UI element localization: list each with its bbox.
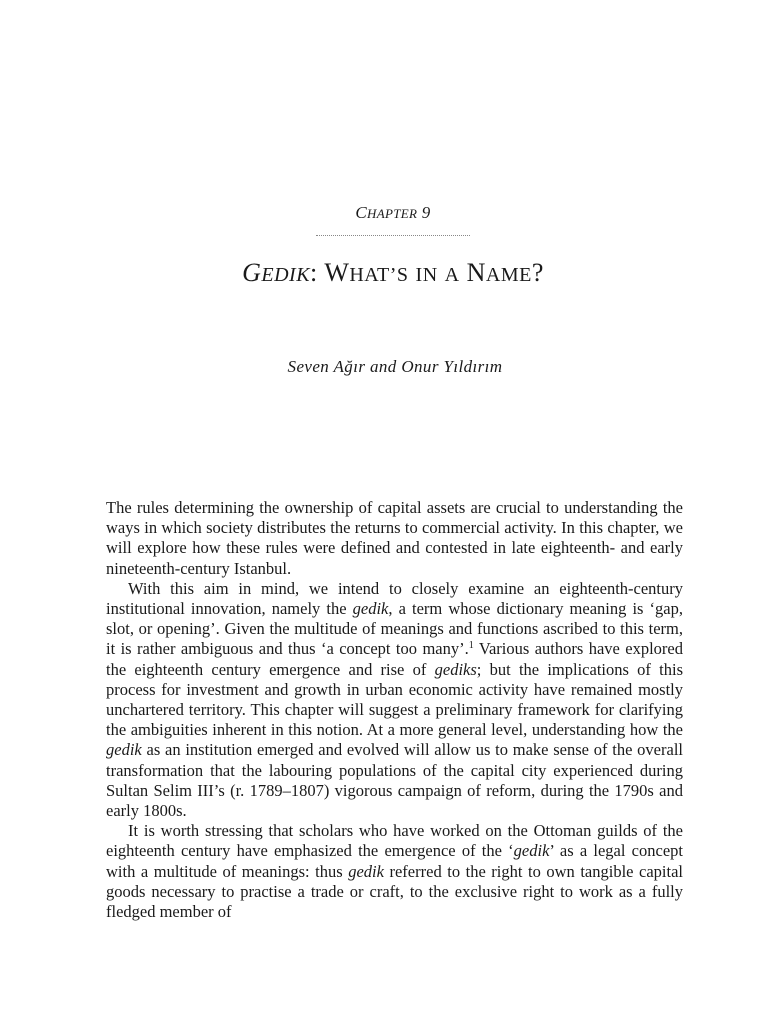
body-text [106,498,683,922]
title-what-rest: HAT [349,264,390,286]
title-a: A [444,264,460,286]
title-apostrophe-s: ’S [389,264,409,286]
paragraph-2-text-c: Various authors have explored the eighteenth century emergence and rise of [106,639,684,679]
term-gedik: gedik [106,740,142,760]
title-gedik-rest: EDIK [261,264,311,286]
paragraph-2-text-a: With this aim in mind, we intend to closely examine an eighteenth-century institutional innovation, namely the [106,578,683,619]
title-gedik-initial: G [242,258,262,287]
footnote-marker[interactable]: 1 [468,640,474,652]
paragraph-2-text-e: as an institution emerged and evolved will allow us to make sense of the overall transformation that the labouring populations of the capital city experienced during Sultan Selim III’s (r. 1789–1807) vigorous campaign of reform, during the 1790s and early 1800s. [106,740,683,821]
paragraph-2-text-d: ; but the implications of this process for investment and growth in urban economic activity have remained mostly unchartered territory. This chapter will suggest a preliminary framework for clarifying the ambiguities inherent in this notion. At a more general level, understanding how the [106,659,683,740]
paragraph-3-text-b: ’ as a legal concept with a multitude of meanings: thus [106,841,683,881]
paragraph-2-text-b: , a term whose dictionary meaning is ‘gap, slot, or opening’. Given the multitude of meanings and functions ascribed to this term, it is rather ambiguous and thus ‘a concept too many’. [106,599,683,659]
chapter-number: 9 [421,203,431,222]
title-in: IN [415,264,438,286]
chapter-label-initial: C [355,203,368,222]
title-name-rest: AME [485,264,532,286]
paragraph-3 [106,821,683,922]
chapter-title [0,258,768,288]
term-gedik: gedik [352,599,389,619]
term-gedik: gedik [348,861,384,881]
chapter-divider [316,235,470,236]
term-gedik: gedik [513,841,550,861]
title-what-initial: W [324,258,350,287]
chapter-label [0,203,768,223]
title-colon: : [310,258,318,287]
chapter-authors: Seven Ağır and Onur Yıldırım [287,357,503,376]
paragraph-3-text-a: It is worth stressing that scholars who have worked on the Ottoman guilds of the eighteenth century have emphasized the emergence of the ‘ [106,821,683,861]
paragraph-3-text-c: referred to the right to own tangible capital goods necessary to practise a trade or craft, to the exclusive right to work as a fully fledged member of [106,861,683,922]
title-name-initial: N [466,258,486,287]
term-gediks: gediks [434,659,477,679]
paragraph-1: The rules determining the ownership of capital assets are crucial to understanding the ways in which society distributes the returns to commercial activity. In this chapter, we will explore how these rules were defined and contested in late eighteenth- and early nineteenth-century Istanbul. [106,498,683,578]
title-question-mark: ? [531,258,544,287]
paragraph-2 [106,579,683,821]
chapter-label-rest: HAPTER [367,206,418,221]
